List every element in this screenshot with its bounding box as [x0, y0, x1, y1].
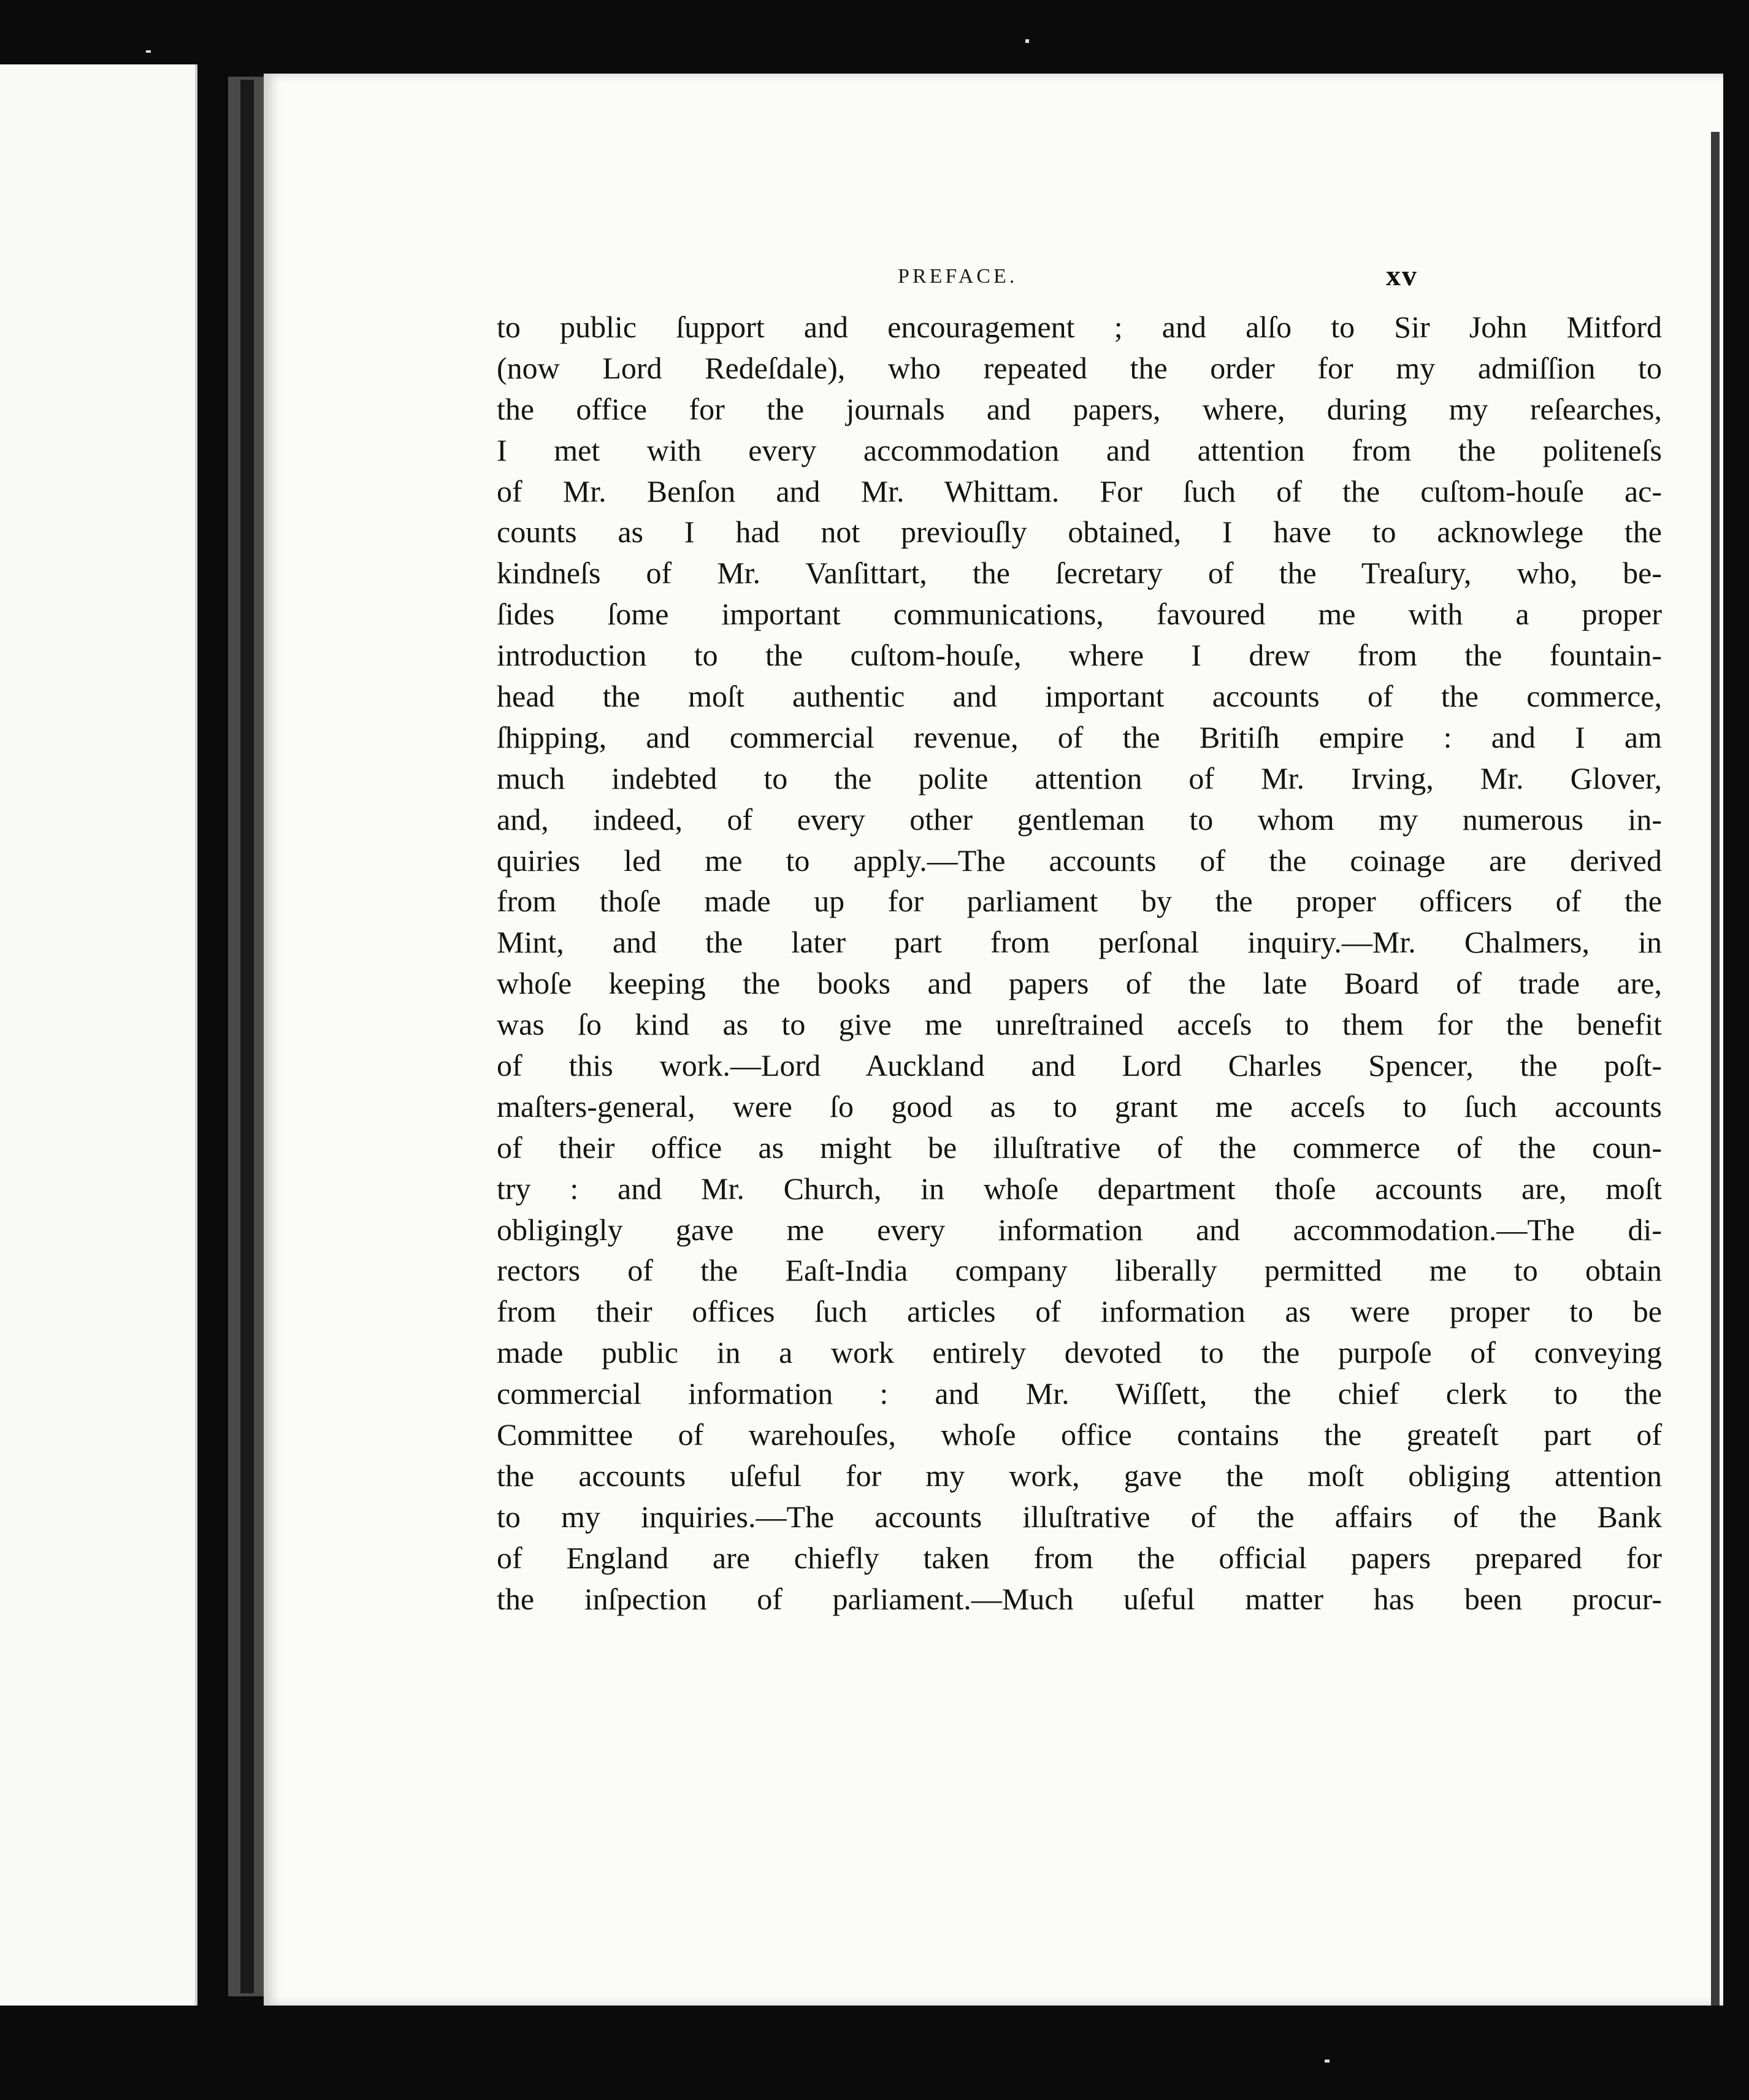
- text-line: of Mr. Benſon and Mr. Whittam. For ſuch of the cuſtom-houſe ac-: [497, 473, 1662, 508]
- text-line: commercial information : and Mr. Wiſſett, the chief clerk to the: [497, 1376, 1662, 1411]
- page-edge-shadow: [1711, 132, 1720, 2006]
- dust-speck: [1025, 39, 1029, 43]
- text-line: kindneſs of Mr. Vanſittart, the ſecretary of the Treaſury, who, be-: [497, 556, 1662, 591]
- text-line: counts as I had not previouſly obtained, I have to acknowlege the: [497, 515, 1662, 550]
- text-line: ſides ſome important communications, favoured me with a proper: [497, 597, 1662, 632]
- book-page: [264, 74, 1723, 2006]
- text-line: the office for the journals and papers, where, during my reſearches,: [497, 391, 1662, 426]
- text-line: from thoſe made up for parliament by the proper officers of the: [497, 884, 1662, 919]
- text-line: of this work.—Lord Auckland and Lord Charles Spencer, the poſt-: [497, 1048, 1662, 1083]
- text-line: made public in a work entirely devoted to the purpoſe of conveying: [497, 1335, 1662, 1370]
- text-line: the inſpection of parliament.—Much uſeful matter has been procur-: [497, 1581, 1662, 1616]
- running-title: PREFACE.: [898, 265, 1018, 288]
- running-head: [264, 259, 1723, 296]
- text-line: from their offices ſuch articles of information as were proper to be: [497, 1294, 1662, 1329]
- text-line: whoſe keeping the books and papers of the late Board of trade are,: [497, 966, 1662, 1001]
- text-line: I met with every accommodation and attention from the politeneſs: [497, 432, 1662, 467]
- text-line: try : and Mr. Church, in whoſe department thoſe accounts are, moſt: [497, 1171, 1662, 1206]
- text-line: (now Lord Redeſdale), who repeated the order for my admiſſion to: [497, 350, 1662, 385]
- text-line: rectors of the Eaſt-India company liberally permitted me to obtain: [497, 1253, 1662, 1288]
- text-line: obligingly gave me every information and accommodation.—The di-: [497, 1212, 1662, 1247]
- text-line: maſters-general, were ſo good as to grant me acceſs to ſuch accounts: [497, 1089, 1662, 1124]
- text-line: ſhipping, and commercial revenue, of the Britiſh empire : and I am: [497, 719, 1662, 754]
- text-line: quiries led me to apply.—The accounts of the coinage are derived: [497, 843, 1662, 878]
- text-line: head the moſt authentic and important accounts of the commerce,: [497, 679, 1662, 714]
- dust-speck: [1325, 2060, 1330, 2063]
- text-line: to my inquiries.—The accounts illuſtrative of the affairs of the Bank: [497, 1499, 1662, 1534]
- left-facing-page: [0, 64, 197, 2006]
- text-line: and, indeed, of every other gentleman to whom my numerous in-: [497, 802, 1662, 837]
- page-number: xv: [1386, 259, 1418, 292]
- text-line: Mint, and the later part from perſonal inquiry.—Mr. Chalmers, in: [497, 925, 1662, 960]
- text-line: of their office as might be illuſtrative of the commerce of the coun-: [497, 1130, 1662, 1165]
- body-text: [497, 307, 1662, 1620]
- text-line: of England are chiefly taken from the official papers prepared for: [497, 1540, 1662, 1575]
- dust-speck: [146, 50, 151, 53]
- text-line: Committee of warehouſes, whoſe office contains the greateſt part of: [497, 1417, 1662, 1452]
- book-spine-shadow: [240, 80, 254, 1993]
- text-line: introduction to the cuſtom-houſe, where I drew from the fountain-: [497, 638, 1662, 673]
- text-line: the accounts uſeful for my work, gave the moſt obliging attention: [497, 1458, 1662, 1493]
- text-line: was ſo kind as to give me unreſtrained acceſs to them for the benefit: [497, 1007, 1662, 1042]
- text-line: much indebted to the polite attention of Mr. Irving, Mr. Glover,: [497, 761, 1662, 795]
- text-line: to public ſupport and encouragement ; and alſo to Sir John Mitford: [497, 310, 1662, 344]
